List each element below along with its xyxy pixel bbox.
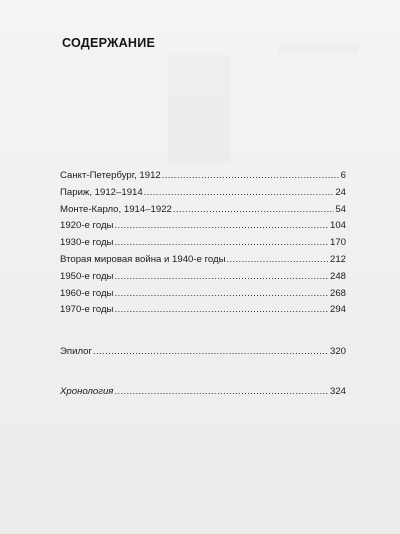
toc-entry [60,252,346,269]
toc-entry-title: Санкт-Петербург, 1912 [60,170,161,181]
toc-entry-title: Вторая мировая война и 1940-е годы [60,253,226,265]
toc-entry [60,286,346,303]
toc-entry-title: 1930-е годы [60,237,114,249]
toc-entry-page: 54 [335,203,346,215]
toc-entry-page: 248 [329,270,346,282]
show-through-shadow [168,55,230,163]
toc-entry [60,235,346,252]
dot-leader [114,269,329,286]
toc-entry-page: 324 [329,385,346,397]
toc-entry-title: 1970-е годы [60,304,114,316]
toc-entry-title: 1960-е годы [60,287,114,299]
toc-entry [60,302,346,319]
toc-entry-page: 320 [329,346,346,358]
dot-leader [114,235,329,252]
dot-leader [114,302,329,319]
toc-entry-chronology [60,384,346,401]
toc-entry-page: 24 [335,186,346,198]
toc-entry-title: 1920-е годы [60,220,114,232]
table-of-contents [60,168,346,401]
dot-leader [114,286,329,303]
toc-entry-title: Эпилог [60,346,92,358]
toc-entry [60,185,346,202]
toc-entry-title: 1950-е годы [60,270,114,282]
toc-entry-title: Хронология [60,385,114,397]
dot-leader [93,344,329,361]
toc-entry [60,202,346,219]
toc-entry [60,168,346,185]
toc-entry-page: 6 [340,170,346,181]
toc-entry-page: 268 [329,287,346,299]
dot-leader [144,185,335,202]
toc-entry-page: 294 [329,304,346,316]
dot-leader [114,384,329,401]
toc-entry-page: 212 [329,253,346,265]
toc-entry-title: Монте-Карло, 1914–1922 [60,203,172,215]
show-through-text-shadow [278,45,358,53]
dot-leader [114,218,329,235]
section-gap [60,319,346,344]
toc-entry [60,269,346,286]
toc-entry-title: Париж, 1912–1914 [60,186,143,198]
dot-leader [173,202,334,219]
dot-leader [227,252,329,269]
section-gap [60,361,346,384]
toc-entry-page: 170 [329,237,346,249]
toc-entry [60,218,346,235]
page-title: СОДЕРЖАНИЕ [62,36,156,50]
toc-entry-page: 104 [329,220,346,232]
toc-entry-epilogue [60,344,346,361]
dot-leader [162,168,340,185]
